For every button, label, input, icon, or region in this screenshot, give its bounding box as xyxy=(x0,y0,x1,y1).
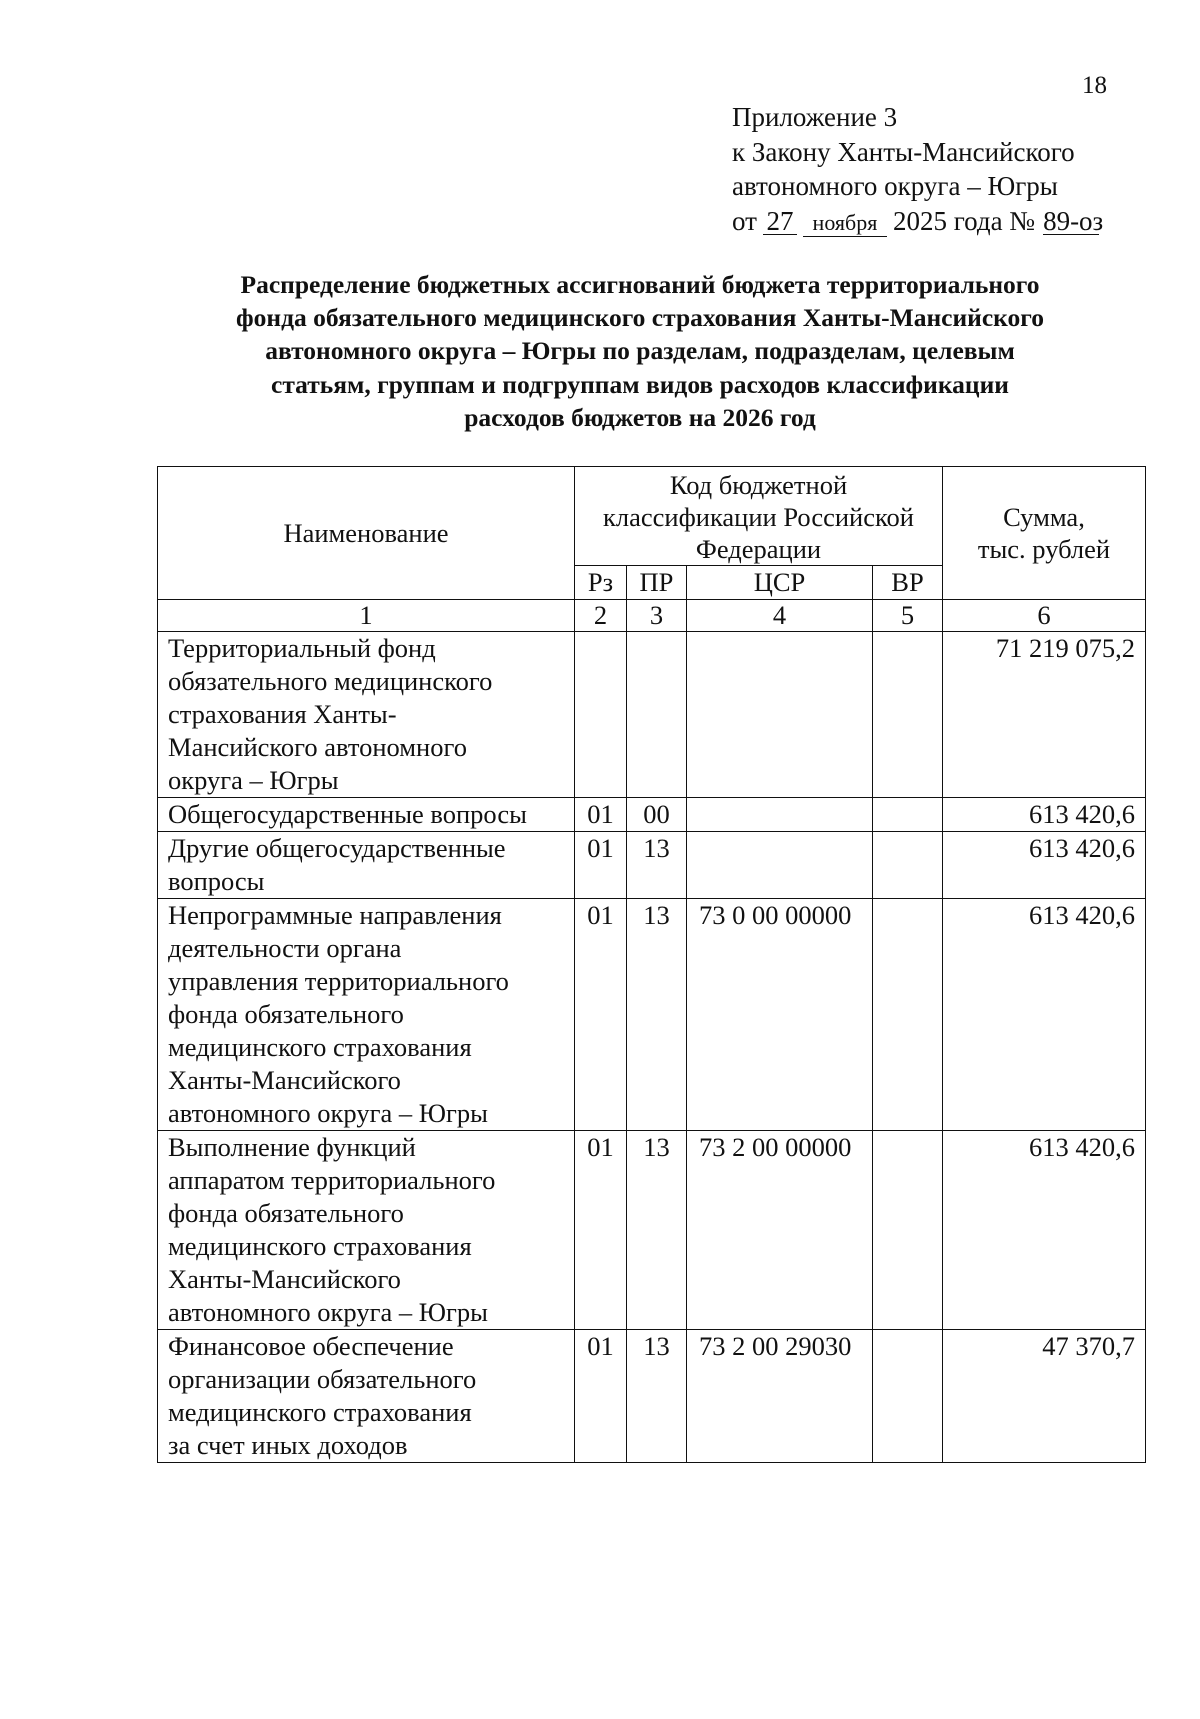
row-name-line: управления территориального xyxy=(168,966,509,996)
header-sum xyxy=(943,467,1146,600)
appendix-line-2: к Закону Ханты-Мансийского xyxy=(732,136,1075,167)
header-vr: ВР xyxy=(873,566,943,600)
table-row xyxy=(158,1330,1146,1463)
row-name-line: организации обязательного xyxy=(168,1364,477,1394)
row-sum: 71 219 075,2 xyxy=(943,632,1146,798)
row-rz xyxy=(575,632,627,798)
row-name xyxy=(158,1330,575,1463)
row-rz: 01 xyxy=(575,1131,627,1330)
header-code-line: Код бюджетной xyxy=(669,470,848,500)
table-header xyxy=(158,467,1146,632)
row-csr xyxy=(687,832,873,899)
row-name-line: Мансийского автономного xyxy=(168,732,467,762)
row-csr xyxy=(687,632,873,798)
row-name-line: аппаратом территориального xyxy=(168,1165,496,1195)
row-name-line: автономного округа – Югры xyxy=(168,1098,488,1128)
row-name-line: фонда обязательного xyxy=(168,1198,404,1228)
row-pr: 13 xyxy=(627,1330,687,1463)
title-line: Распределение бюджетных ассигнований бюджета территориального xyxy=(240,270,1040,299)
appendix-header xyxy=(732,100,1104,238)
row-rz: 01 xyxy=(575,832,627,899)
row-name-line: Другие общегосударственные xyxy=(168,833,506,863)
row-name-line: медицинского страхования xyxy=(168,1397,472,1427)
row-vr xyxy=(873,832,943,899)
row-name-line: медицинского страхования xyxy=(168,1231,472,1261)
row-csr: 73 0 00 00000 xyxy=(687,899,873,1131)
row-pr: 13 xyxy=(627,1131,687,1330)
column-number: 3 xyxy=(627,600,687,632)
column-number: 4 xyxy=(687,600,873,632)
header-code-line: Федерации xyxy=(695,534,822,564)
row-csr xyxy=(687,798,873,832)
row-name xyxy=(158,798,575,832)
row-csr: 73 2 00 29030 xyxy=(687,1330,873,1463)
row-name xyxy=(158,1131,575,1330)
row-pr: 00 xyxy=(627,798,687,832)
row-vr xyxy=(873,1131,943,1330)
row-vr xyxy=(873,899,943,1131)
row-pr: 13 xyxy=(627,832,687,899)
table-body xyxy=(158,632,1146,1463)
row-sum: 47 370,7 xyxy=(943,1330,1146,1463)
row-name-line: Ханты-Мансийского xyxy=(168,1264,401,1294)
header-csr: ЦСР xyxy=(687,566,873,600)
budget-table xyxy=(157,466,1146,1463)
column-number: 2 xyxy=(575,600,627,632)
row-pr xyxy=(627,632,687,798)
row-name-line: Общегосударственные вопросы xyxy=(168,799,527,829)
header-code-line: классификации Российской xyxy=(603,502,914,532)
row-sum: 613 420,6 xyxy=(943,798,1146,832)
title-line: автономного округа – Югры по разделам, подразделам, целевым xyxy=(265,336,1015,366)
column-number-row xyxy=(158,600,1146,632)
title-line: фонда обязательного медицинского страхования Ханты-Мансийского xyxy=(236,303,1044,333)
table-row xyxy=(158,798,1146,832)
row-name-line: Ханты-Мансийского xyxy=(168,1065,401,1095)
row-sum: 613 420,6 xyxy=(943,899,1146,1131)
appendix-date-line xyxy=(732,204,1104,239)
date-year: 2025 года № xyxy=(892,205,1036,236)
column-number: 1 xyxy=(158,600,575,632)
header-sum-line: тыс. рублей xyxy=(977,534,1111,564)
row-name-line: вопросы xyxy=(168,866,265,896)
row-rz: 01 xyxy=(575,1330,627,1463)
row-rz: 01 xyxy=(575,798,627,832)
header-pr: ПР xyxy=(627,566,687,600)
row-name-line: деятельности органа xyxy=(168,933,402,963)
row-rz: 01 xyxy=(575,899,627,1131)
row-name-line: фонда обязательного xyxy=(168,999,404,1029)
row-vr xyxy=(873,798,943,832)
row-name-line: округа – Югры xyxy=(168,765,339,795)
row-csr: 73 2 00 00000 xyxy=(687,1131,873,1330)
title-line: расходов бюджетов на 2026 год xyxy=(464,402,816,432)
table-row xyxy=(158,632,1146,798)
date-month: ноября xyxy=(803,210,887,237)
header-code-group xyxy=(575,467,943,566)
appendix-line-3: автономного округа – Югры xyxy=(732,171,1058,201)
header-sum-line: Сумма, xyxy=(1003,502,1085,532)
row-sum: 613 420,6 xyxy=(943,1131,1146,1330)
row-name xyxy=(158,899,575,1131)
row-name xyxy=(158,632,575,798)
column-number: 5 xyxy=(873,600,943,632)
row-name-line: страхования Ханты- xyxy=(168,699,397,729)
header-name: Наименование xyxy=(158,467,575,600)
row-vr xyxy=(873,632,943,798)
column-number: 6 xyxy=(943,600,1146,632)
title-line: статьям, группам и подгруппам видов расходов классификации xyxy=(271,369,1009,399)
row-name-line: Выполнение функций xyxy=(168,1132,416,1162)
date-prefix: от xyxy=(732,205,757,236)
row-pr: 13 xyxy=(627,899,687,1131)
document-title xyxy=(150,268,1130,434)
table-row xyxy=(158,1131,1146,1330)
row-name-line: обязательного медицинского xyxy=(168,666,493,696)
law-number: 89-оз xyxy=(1043,205,1104,236)
page-number: 18 xyxy=(1082,72,1107,99)
row-name-line: Финансовое обеспечение xyxy=(168,1331,454,1361)
row-name-line: за счет иных доходов xyxy=(168,1430,408,1460)
row-name-line: медицинского страхования xyxy=(168,1032,472,1062)
row-sum: 613 420,6 xyxy=(943,832,1146,899)
row-name-line: Непрограммные направления xyxy=(168,900,502,930)
row-name-line: автономного округа – Югры xyxy=(168,1297,488,1327)
row-vr xyxy=(873,1330,943,1463)
table-row xyxy=(158,899,1146,1131)
date-day: 27 xyxy=(763,208,797,235)
appendix-line-1: Приложение 3 xyxy=(732,102,898,132)
row-name xyxy=(158,832,575,899)
header-rz: Рз xyxy=(575,566,627,600)
row-name-line: Территориальный фонд xyxy=(168,633,436,663)
table-row xyxy=(158,832,1146,899)
